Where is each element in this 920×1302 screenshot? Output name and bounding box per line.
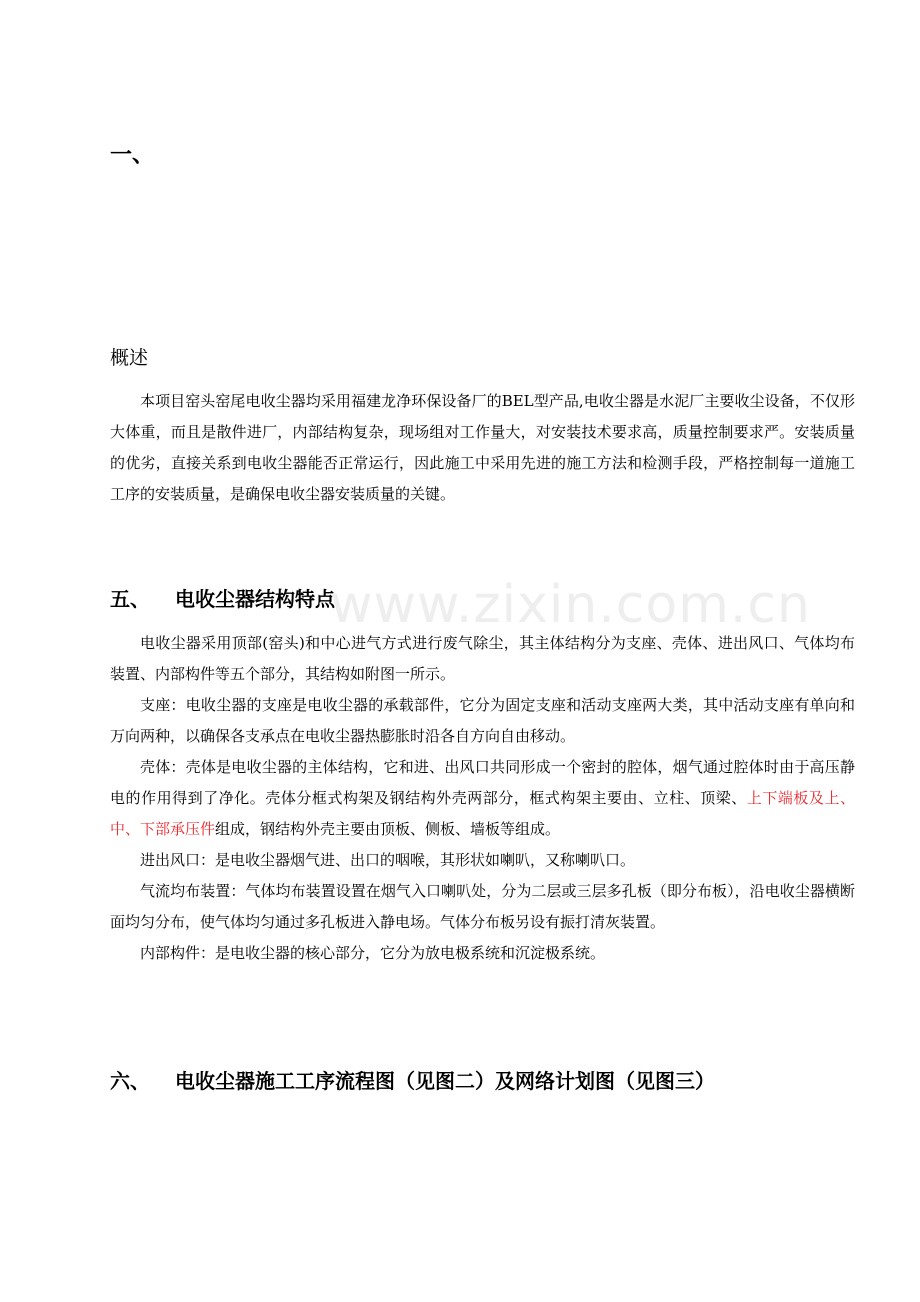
section-5-body xyxy=(110,628,855,969)
overview-body xyxy=(110,386,855,510)
shell-text-start: 壳体：壳体是电收尘器的主体结构，它和进、出风口共同形成一个密封的腔体，烟气通过腔体时由于高压静电的作用得到了净化。壳体分框式构架及钢结构外壳两部分，框式构架主要由、立柱、顶梁、 xyxy=(110,758,855,807)
shell-paragraph xyxy=(110,752,855,845)
section-6-title: 电收尘器施工工序流程图（见图二）及网络计划图（见图三） xyxy=(175,1069,715,1093)
structure-intro-paragraph: 电收尘器采用顶部(窑头)和中心进气方式进行废气除尘，其主体结构分为支座、壳体、进出风口、气体均布装置、内部构件等五个部分，其结构如附图一所示。 xyxy=(110,634,855,683)
overview-title: 概述 xyxy=(110,347,149,369)
inlet-outlet-paragraph: 进出风口：是电收尘器烟气进、出口的咽喉，其形状如喇叭，又称喇叭口。 xyxy=(140,851,636,869)
internal-components-paragraph: 内部构件：是电收尘器的核心部分，它分为放电极系统和沉淀极系统。 xyxy=(140,944,606,962)
heading-one: 一、 xyxy=(110,143,155,168)
section-5-number: 五、 xyxy=(110,587,150,611)
overview-paragraph: 本项目窑头窑尾电收尘器均采用福建龙净环保设备厂的BEL型产品,电收尘器是水泥厂主要收尘设备，不仅形大体重，而且是散件进厂，内部结构复杂，现场组对工作量大，对安装技术要求高，质量控制要求严。安装质量的优劣，直接关系到电收尘器能否正常运行，因此施工中采用先进的施工方法和检测手段，严格控制每一道施工工序的安装质量，是确保电收尘器安装质量的关键。 xyxy=(110,392,855,503)
shell-highlight-text: 上下端板及上、中、下部承压件 xyxy=(110,789,855,838)
shell-text-end: 组成，钢结构外壳主要由顶板、侧板、墙板等组成。 xyxy=(215,820,561,838)
section-6-number: 六、 xyxy=(110,1069,150,1093)
section-6-heading xyxy=(110,1065,715,1094)
section-5-heading xyxy=(110,583,335,612)
section-5-title: 电收尘器结构特点 xyxy=(175,587,335,611)
support-paragraph: 支座：电收尘器的支座是电收尘器的承载部件，它分为固定支座和活动支座两大类，其中活动支座有单向和万向两种，以确保各支承点在电收尘器热膨胀时沿各自方向自由移动。 xyxy=(110,696,855,745)
watermark: www.zixin.com.cn xyxy=(330,575,811,635)
gas-distribution-paragraph: 气流均布装置：气体均布装置设置在烟气入口喇叭处，分为二层或三层多孔板（即分布板），沿电收尘器横断面均匀分布，使气体均匀通过多孔板进入静电场。气体分布板另设有振打清灰装置。 xyxy=(110,882,855,931)
